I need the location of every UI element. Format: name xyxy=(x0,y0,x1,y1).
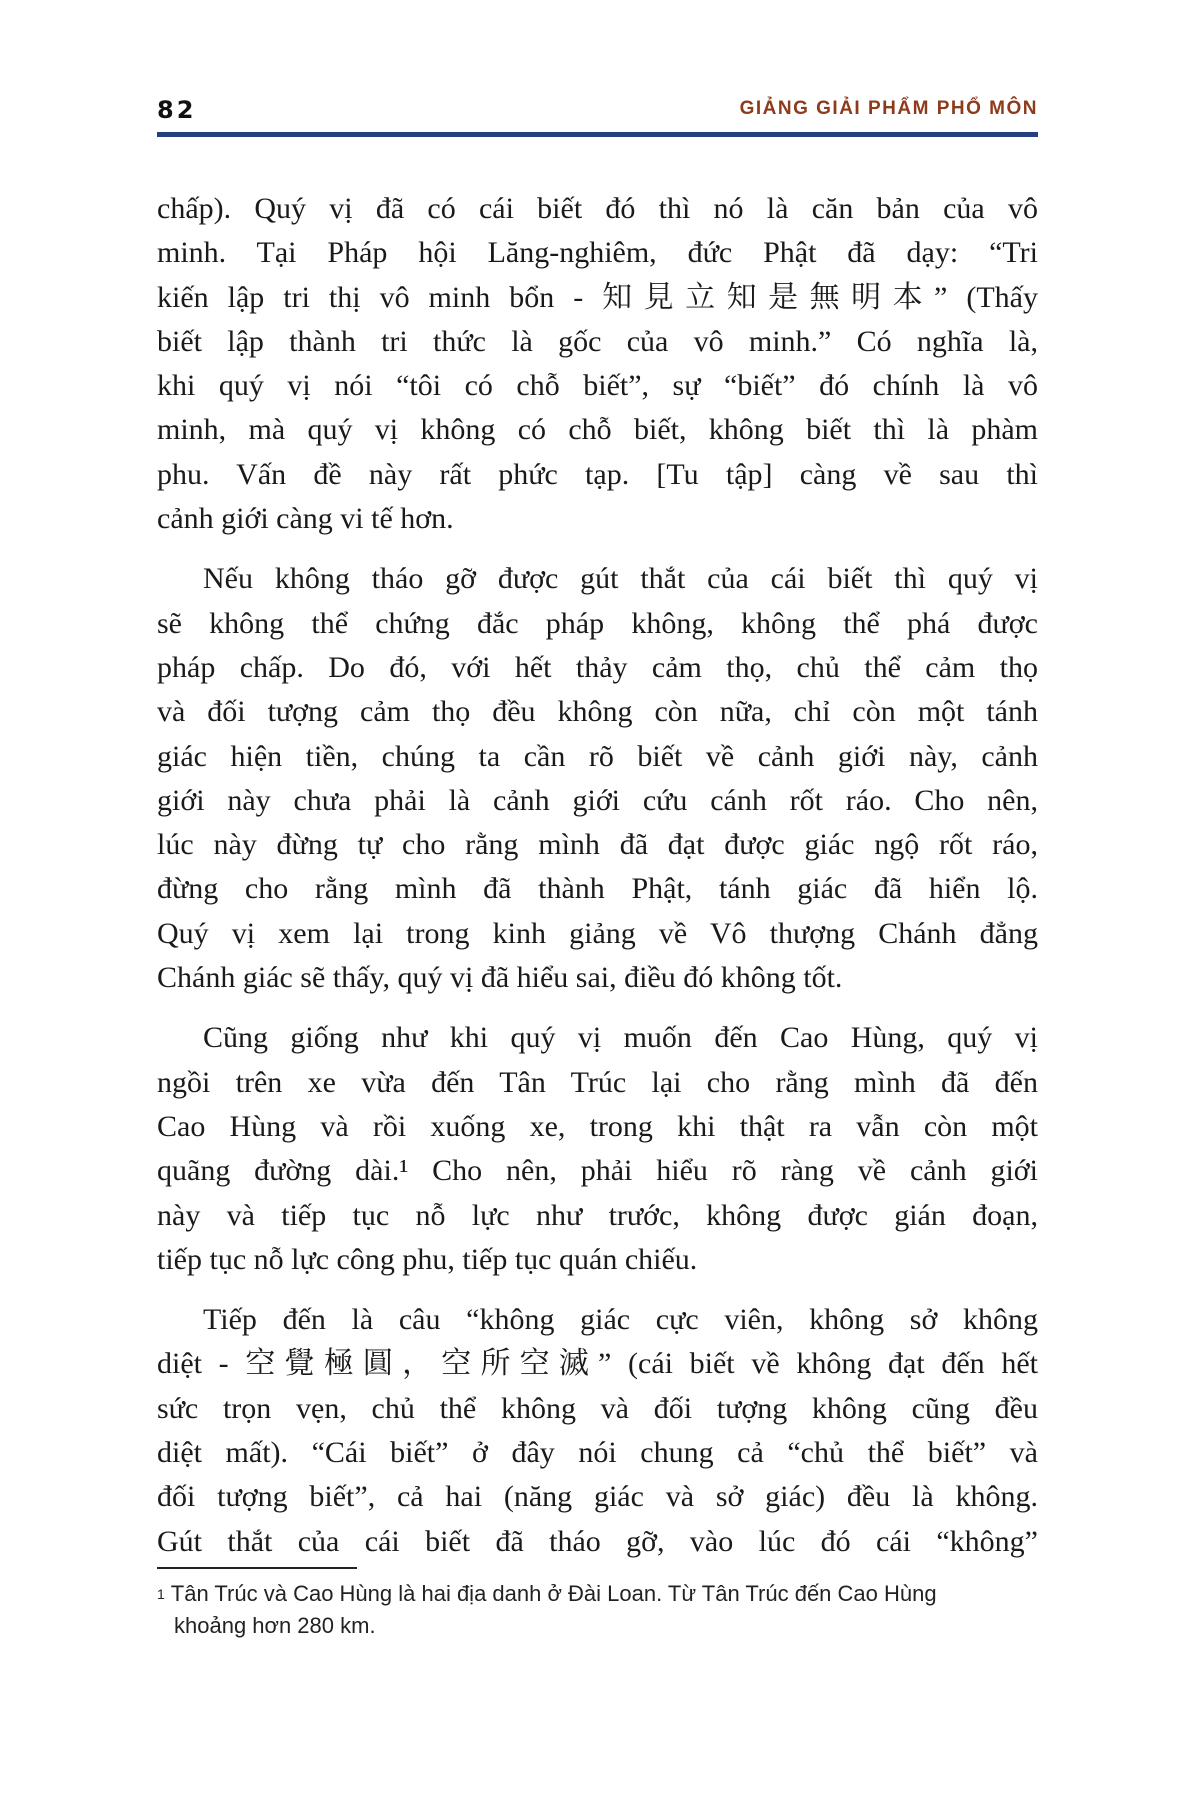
text-line: đừng cho rằng mình đã thành Phật, tánh giác đã hiển lộ. xyxy=(157,872,1038,906)
text-line: ngồi trên xe vừa đến Tân Trúc lại cho rằng mình đã đến xyxy=(157,1065,1038,1099)
text-line: minh, mà quý vị không có chỗ biết, không biết thì là phàm xyxy=(157,413,1038,447)
text-line: Gút thắt của cái biết đã tháo gỡ, vào lúc đó cái “không” xyxy=(157,1524,1038,1558)
paragraph xyxy=(157,187,1038,541)
text-line: biết lập thành tri thức là gốc của vô minh.” Có nghĩa là, xyxy=(157,324,1038,358)
text-line: Chánh giác sẽ thấy, quý vị đã hiểu sai, điều đó không tốt. xyxy=(157,961,843,995)
text-line: sẽ không thể chứng đắc pháp không, không thể phá được xyxy=(157,606,1038,640)
footnote-line xyxy=(157,1578,1038,1610)
text-line: Cao Hùng và rồi xuống xe, trong khi thật ra vẫn còn một xyxy=(157,1109,1038,1143)
text-line: lúc này đừng tự cho rằng mình đã đạt được giác ngộ rốt ráo, xyxy=(157,828,1038,862)
text-line: chấp). Quý vị đã có cái biết đó thì nó là căn bản của vô xyxy=(157,192,1038,225)
text-line: Cũng giống như khi quý vị muốn đến Cao Hùng, quý vị xyxy=(203,1021,1038,1055)
paragraph xyxy=(157,1016,1038,1282)
text-line: minh. Tại Pháp hội Lăng-nghiêm, đức Phật đã dạy: “Tri xyxy=(157,236,1038,270)
text-line: tiếp tục nỗ lực công phu, tiếp tục quán chiếu. xyxy=(157,1242,698,1276)
footnote-marker: 1 xyxy=(157,1586,165,1602)
footnote-line xyxy=(157,1610,1038,1642)
running-header xyxy=(157,96,1038,126)
text-line: Tiếp đến là câu “không giác cực viên, không sở không xyxy=(203,1303,1038,1337)
text-line: giác hiện tiền, chúng ta cần rõ biết về cảnh giới này, cảnh xyxy=(157,739,1038,773)
footnote-separator xyxy=(157,1567,357,1569)
text-line: Quý vị xem lại trong kinh giảng về Vô thượng Chánh đẳng xyxy=(157,916,1038,950)
text-line: pháp chấp. Do đó, với hết thảy cảm thọ, chủ thể cảm thọ xyxy=(157,650,1038,684)
text-line: diệt mất). “Cái biết” ở đây nói chung cả “chủ thể biết” và xyxy=(157,1436,1038,1470)
text-line: phu. Vấn đề này rất phức tạp. [Tu tập] càng về sau thì xyxy=(157,457,1038,491)
text-line: kiến lập tri thị vô minh bổn - 知見立知是無明本” (Thấy xyxy=(157,280,1038,314)
running-title: GIẢNG GIẢI PHẨM PHỔ MÔN xyxy=(739,98,1038,119)
text-line: sức trọn vẹn, chủ thể không và đối tượng không cũng đều xyxy=(157,1391,1038,1425)
paragraph xyxy=(157,557,1038,1000)
text-line: giới này chưa phải là cảnh giới cứu cánh rốt ráo. Cho nên, xyxy=(157,783,1038,817)
page-number: 82 xyxy=(157,96,197,124)
footnote-text: khoảng hơn 280 km. xyxy=(174,1613,376,1638)
paragraph xyxy=(157,1298,1038,1564)
text-line: và đối tượng cảm thọ đều không còn nữa, chỉ còn một tánh xyxy=(157,695,1038,729)
body-text xyxy=(157,187,1038,1580)
text-line: đối tượng biết”, cả hai (năng giác và sở giác) đều là không. xyxy=(157,1480,1038,1514)
header-rule xyxy=(157,132,1038,137)
text-line: Nếu không tháo gỡ được gút thắt của cái biết thì quý vị xyxy=(203,562,1038,596)
footnote-text: Tân Trúc và Cao Hùng là hai địa danh ở Đài Loan. Từ Tân Trúc đến Cao Hùng xyxy=(170,1581,937,1606)
text-line: khi quý vị nói “tôi có chỗ biết”, sự “biết” đó chính là vô xyxy=(157,369,1038,403)
text-line: này và tiếp tục nỗ lực như trước, không được gián đoạn, xyxy=(157,1198,1038,1232)
text-line: diệt - 空覺極圓，空所空滅” (cái biết về không đạt đến hết xyxy=(157,1347,1038,1381)
text-line: quãng đường dài.¹ Cho nên, phải hiểu rõ ràng về cảnh giới xyxy=(157,1154,1038,1188)
footnote xyxy=(157,1578,1038,1642)
text-line: cảnh giới càng vi tế hơn. xyxy=(157,502,454,536)
